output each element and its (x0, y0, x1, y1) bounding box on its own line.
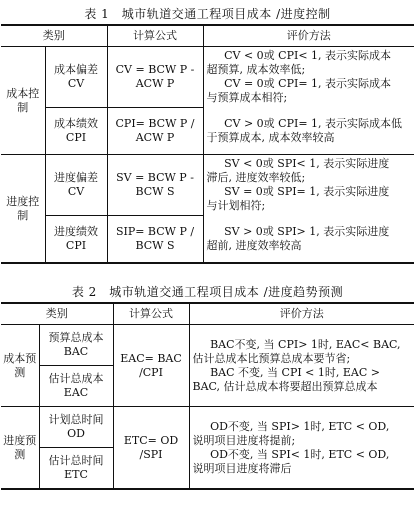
method-line: 滞后, 进度效率较低; (206, 171, 306, 185)
sub-category-cell: 估计总时间 ETC (39, 448, 113, 490)
method-cell (203, 155, 414, 216)
table-row (1, 155, 414, 216)
header-category: 类别 (1, 303, 113, 325)
sub-category-cell: 进度绩效 CPI (45, 216, 107, 264)
header-formula: 计算公式 (113, 303, 189, 325)
category-cell: 成本预测 (1, 325, 39, 407)
method-cell (203, 216, 414, 264)
category-cell: 成本控制 (1, 47, 45, 155)
table-row (1, 47, 414, 108)
method-line: CV > 0或 CPI= 1, 表示实际成本低 (224, 116, 403, 130)
formula-cell: EAC= BAC /CPI (113, 325, 189, 407)
sub-category-cell: 进度偏差 CV (45, 155, 107, 216)
method-line: 估计总成本比预算总成本要节省; (192, 351, 351, 365)
formula-cell: SIP= BCW P / BCW S (107, 216, 203, 264)
header-method: 评价方法 (203, 25, 414, 47)
formula-cell: CPI= BCW P / ACW P (107, 108, 203, 155)
table-header-row (1, 25, 414, 47)
table1-caption: 表 1 城市轨道交通工程项目成本 /进度控制 (84, 7, 331, 21)
table-row (1, 325, 414, 366)
method-line: BAC不变, 当 CPI> 1时, EAC< BAC, (210, 337, 401, 351)
cost-schedule-control-table (1, 24, 414, 264)
sub-category-cell: 估计总成本 EAC (39, 366, 113, 407)
method-line: 超前, 进度效率较高 (206, 238, 302, 252)
method-line: 说明项目进度将提前; (192, 433, 296, 447)
method-line: 与预算成本相符; (206, 91, 288, 105)
method-cell (203, 108, 414, 155)
method-line: 于预算成本, 成本效率较高 (206, 130, 335, 144)
sub-category-cell: 计划总时间 OD (39, 407, 113, 448)
cost-schedule-forecast-table (1, 302, 414, 490)
method-line: 超预算, 成本效率低; (206, 63, 306, 77)
method-line: SV > 0或 SPI> 1, 表示实际进度 (224, 224, 390, 238)
method-cell (203, 47, 414, 108)
method-line: SV = 0或 SPI= 1, 表示实际进度 (224, 185, 390, 199)
method-line: OD不变, 当 SPI> 1时, ETC < OD, (210, 419, 390, 433)
method-cell (189, 325, 414, 407)
formula-cell: CV = BCW P - ACW P (107, 47, 203, 108)
method-line: CV < 0或 CPI< 1, 表示实际成本 (224, 49, 392, 63)
table2-caption: 表 2 城市轨道交通工程项目成本 /进度趋势预测 (71, 285, 344, 299)
table-row (1, 216, 414, 264)
sub-category-cell: 成本绩效 CPI (45, 108, 107, 155)
table-row (1, 407, 414, 448)
category-cell: 进度控制 (1, 155, 45, 264)
category-cell: 进度预测 (1, 407, 39, 490)
table-header-row (1, 303, 414, 325)
header-method: 评价方法 (189, 303, 414, 325)
method-line: 说明项目进度将滞后 (192, 461, 292, 475)
sub-category-cell: 预算总成本 BAC (39, 325, 113, 366)
formula-cell: SV = BCW P - BCW S (107, 155, 203, 216)
method-line: BAC, 估计总成本将要超出预算总成本 (192, 379, 378, 393)
method-line: BAC 不变, 当 CPI < 1时, EAC > (210, 365, 380, 379)
method-line: SV < 0或 SPI< 1, 表示实际进度 (224, 157, 390, 171)
formula-cell: ETC= OD /SPI (113, 407, 189, 490)
header-formula: 计算公式 (107, 25, 203, 47)
method-cell (189, 407, 414, 490)
sub-category-cell: 成本偏差 CV (45, 47, 107, 108)
method-line: OD不变, 当 SPI< 1时, ETC < OD, (210, 447, 390, 461)
method-line: CV = 0或 CPI= 1, 表示实际成本 (224, 77, 392, 91)
header-category: 类别 (1, 25, 107, 47)
table-row (1, 108, 414, 155)
method-line: 与计划相符; (206, 199, 266, 213)
